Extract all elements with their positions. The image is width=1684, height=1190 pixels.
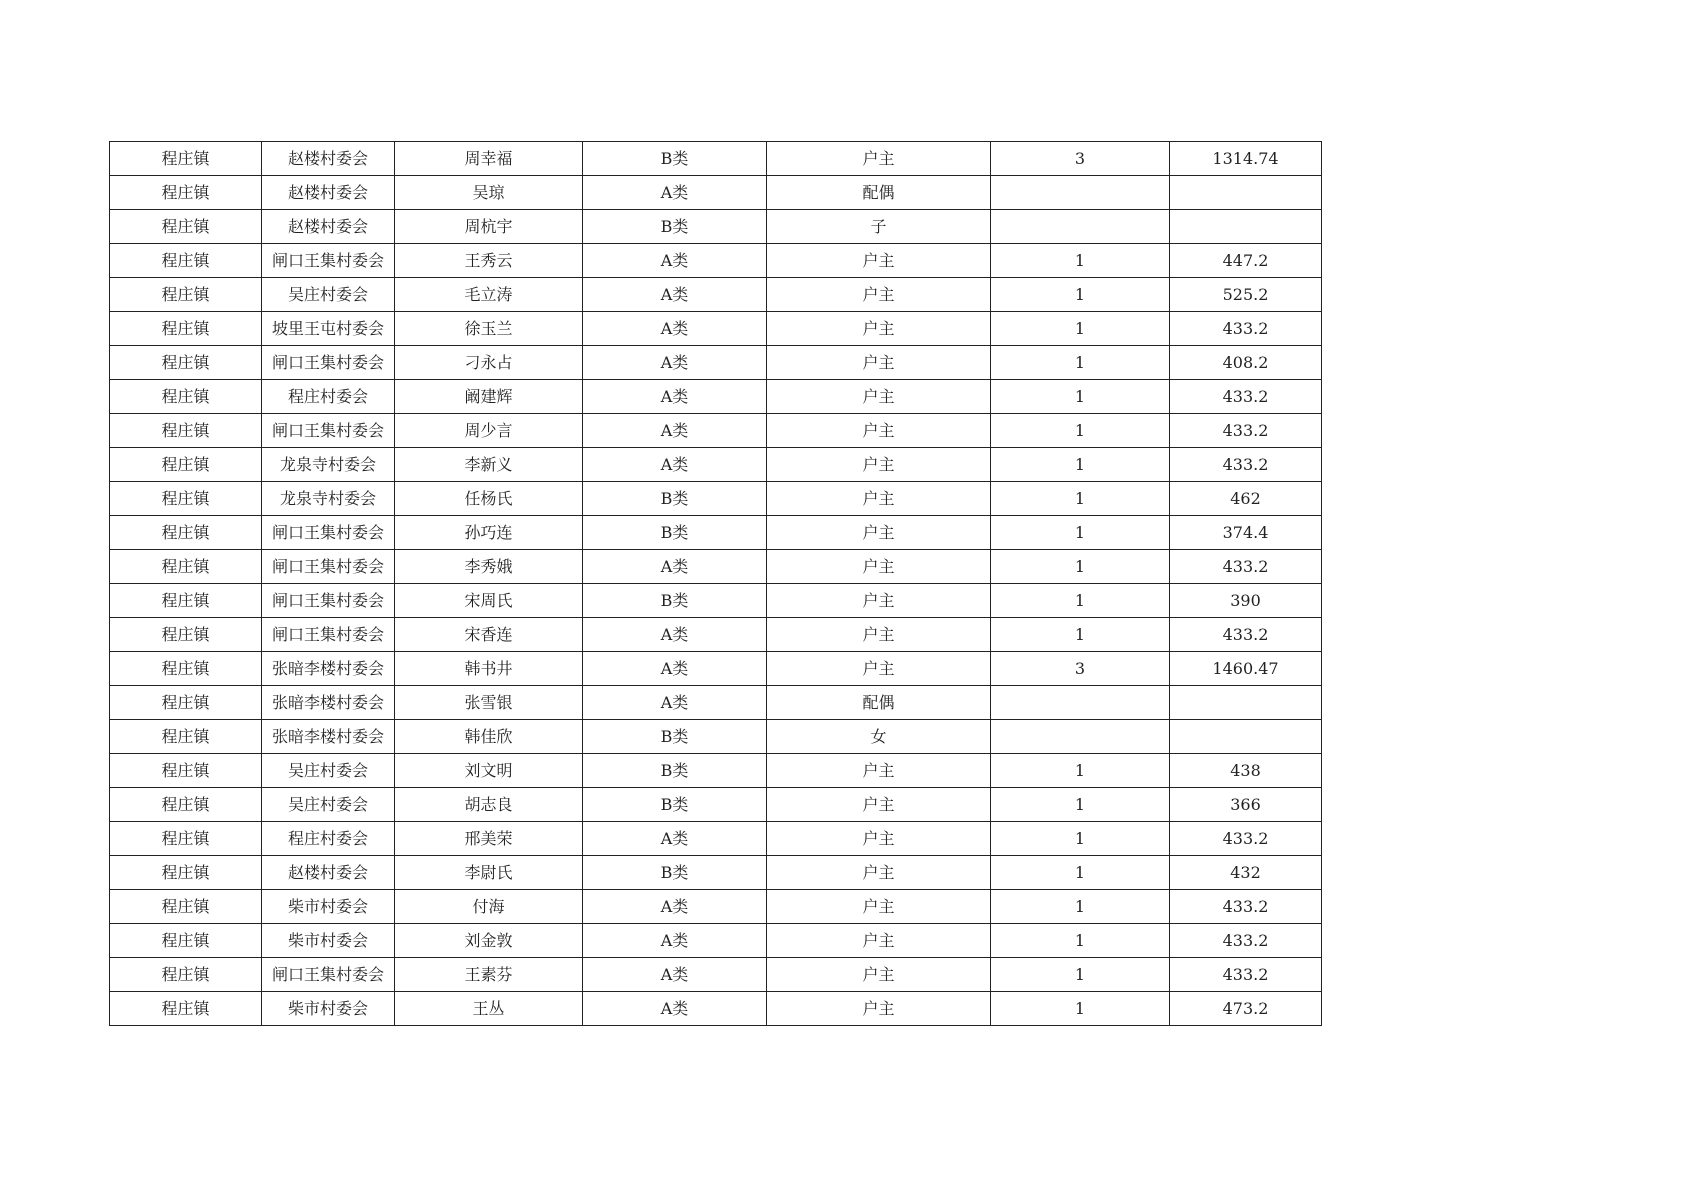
- village-committee-cell: 闸口王集村委会: [262, 618, 395, 652]
- amount-cell: 438: [1170, 754, 1322, 788]
- table-row: [110, 618, 1322, 652]
- town-cell: 程庄镇: [110, 278, 262, 312]
- table-row: [110, 380, 1322, 414]
- name-cell: 毛立涛: [395, 278, 583, 312]
- category-cell: A类: [583, 652, 767, 686]
- name-cell: 付海: [395, 890, 583, 924]
- town-cell: 程庄镇: [110, 686, 262, 720]
- amount-cell: 433.2: [1170, 448, 1322, 482]
- town-cell: 程庄镇: [110, 618, 262, 652]
- name-cell: 胡志良: [395, 788, 583, 822]
- category-cell: B类: [583, 754, 767, 788]
- name-cell: 李尉氏: [395, 856, 583, 890]
- amount-cell: 433.2: [1170, 958, 1322, 992]
- town-cell: 程庄镇: [110, 890, 262, 924]
- category-cell: B类: [583, 516, 767, 550]
- table-row: [110, 482, 1322, 516]
- table-row: [110, 924, 1322, 958]
- town-cell: 程庄镇: [110, 244, 262, 278]
- relation-cell: 户主: [767, 788, 991, 822]
- village-committee-cell: 坡里王屯村委会: [262, 312, 395, 346]
- name-cell: 王丛: [395, 992, 583, 1026]
- amount-cell: 432: [1170, 856, 1322, 890]
- relation-cell: 户主: [767, 958, 991, 992]
- village-committee-cell: 龙泉寺村委会: [262, 448, 395, 482]
- town-cell: 程庄镇: [110, 312, 262, 346]
- category-cell: B类: [583, 856, 767, 890]
- relation-cell: 户主: [767, 414, 991, 448]
- amount-cell: 433.2: [1170, 312, 1322, 346]
- town-cell: 程庄镇: [110, 176, 262, 210]
- town-cell: 程庄镇: [110, 788, 262, 822]
- town-cell: 程庄镇: [110, 516, 262, 550]
- village-committee-cell: 赵楼村委会: [262, 142, 395, 176]
- table-row: [110, 856, 1322, 890]
- relation-cell: 配偶: [767, 176, 991, 210]
- household-size-cell: [991, 176, 1170, 210]
- category-cell: A类: [583, 414, 767, 448]
- name-cell: 韩佳欣: [395, 720, 583, 754]
- amount-cell: 473.2: [1170, 992, 1322, 1026]
- category-cell: A类: [583, 686, 767, 720]
- household-size-cell: 1: [991, 958, 1170, 992]
- relation-cell: 户主: [767, 346, 991, 380]
- household-size-cell: 1: [991, 346, 1170, 380]
- town-cell: 程庄镇: [110, 414, 262, 448]
- village-committee-cell: 闸口王集村委会: [262, 550, 395, 584]
- table-row: [110, 346, 1322, 380]
- relation-cell: 户主: [767, 584, 991, 618]
- relation-cell: 户主: [767, 482, 991, 516]
- village-committee-cell: 吴庄村委会: [262, 788, 395, 822]
- category-cell: A类: [583, 380, 767, 414]
- category-cell: A类: [583, 176, 767, 210]
- name-cell: 王素芬: [395, 958, 583, 992]
- household-size-cell: [991, 720, 1170, 754]
- town-cell: 程庄镇: [110, 550, 262, 584]
- category-cell: A类: [583, 550, 767, 584]
- village-committee-cell: 张暗李楼村委会: [262, 720, 395, 754]
- village-committee-cell: 张暗李楼村委会: [262, 652, 395, 686]
- amount-cell: 433.2: [1170, 890, 1322, 924]
- town-cell: 程庄镇: [110, 210, 262, 244]
- relation-cell: 户主: [767, 448, 991, 482]
- table-row: [110, 312, 1322, 346]
- village-committee-cell: 闸口王集村委会: [262, 584, 395, 618]
- name-cell: 徐玉兰: [395, 312, 583, 346]
- amount-cell: 1460.47: [1170, 652, 1322, 686]
- relation-cell: 户主: [767, 244, 991, 278]
- relation-cell: 配偶: [767, 686, 991, 720]
- table-row: [110, 686, 1322, 720]
- name-cell: 韩书井: [395, 652, 583, 686]
- town-cell: 程庄镇: [110, 584, 262, 618]
- table-row: [110, 244, 1322, 278]
- town-cell: 程庄镇: [110, 720, 262, 754]
- relation-cell: 户主: [767, 890, 991, 924]
- amount-cell: 447.2: [1170, 244, 1322, 278]
- category-cell: A类: [583, 312, 767, 346]
- village-committee-cell: 张暗李楼村委会: [262, 686, 395, 720]
- relation-cell: 户主: [767, 278, 991, 312]
- town-cell: 程庄镇: [110, 652, 262, 686]
- amount-cell: 408.2: [1170, 346, 1322, 380]
- village-committee-cell: 闸口王集村委会: [262, 516, 395, 550]
- amount-cell: 433.2: [1170, 924, 1322, 958]
- household-size-cell: 1: [991, 890, 1170, 924]
- table-row: [110, 992, 1322, 1026]
- town-cell: 程庄镇: [110, 822, 262, 856]
- household-size-cell: 1: [991, 312, 1170, 346]
- relief-records-table: [109, 141, 1322, 1026]
- table-row: [110, 414, 1322, 448]
- village-committee-cell: 闸口王集村委会: [262, 958, 395, 992]
- category-cell: A类: [583, 448, 767, 482]
- household-size-cell: 1: [991, 992, 1170, 1026]
- village-committee-cell: 闸口王集村委会: [262, 346, 395, 380]
- village-committee-cell: 龙泉寺村委会: [262, 482, 395, 516]
- village-committee-cell: 闸口王集村委会: [262, 244, 395, 278]
- relation-cell: 子: [767, 210, 991, 244]
- village-committee-cell: 赵楼村委会: [262, 176, 395, 210]
- name-cell: 周少言: [395, 414, 583, 448]
- village-committee-cell: 赵楼村委会: [262, 210, 395, 244]
- town-cell: 程庄镇: [110, 958, 262, 992]
- category-cell: A类: [583, 618, 767, 652]
- household-size-cell: 1: [991, 448, 1170, 482]
- record-sheet: [109, 141, 1321, 1026]
- village-committee-cell: 吴庄村委会: [262, 278, 395, 312]
- household-size-cell: 1: [991, 924, 1170, 958]
- town-cell: 程庄镇: [110, 346, 262, 380]
- table-row: [110, 448, 1322, 482]
- category-cell: A类: [583, 992, 767, 1026]
- amount-cell: 374.4: [1170, 516, 1322, 550]
- table-row: [110, 278, 1322, 312]
- village-committee-cell: 程庄村委会: [262, 380, 395, 414]
- table-row: [110, 584, 1322, 618]
- name-cell: 刘文明: [395, 754, 583, 788]
- name-cell: 周杭宇: [395, 210, 583, 244]
- table-row: [110, 720, 1322, 754]
- town-cell: 程庄镇: [110, 924, 262, 958]
- household-size-cell: 1: [991, 754, 1170, 788]
- village-committee-cell: 闸口王集村委会: [262, 414, 395, 448]
- category-cell: B类: [583, 788, 767, 822]
- category-cell: B类: [583, 142, 767, 176]
- village-committee-cell: 赵楼村委会: [262, 856, 395, 890]
- relation-cell: 户主: [767, 550, 991, 584]
- village-committee-cell: 柴市村委会: [262, 924, 395, 958]
- amount-cell: [1170, 210, 1322, 244]
- category-cell: B类: [583, 482, 767, 516]
- amount-cell: 462: [1170, 482, 1322, 516]
- town-cell: 程庄镇: [110, 754, 262, 788]
- household-size-cell: 1: [991, 380, 1170, 414]
- relation-cell: 户主: [767, 380, 991, 414]
- household-size-cell: 3: [991, 142, 1170, 176]
- relation-cell: 户主: [767, 856, 991, 890]
- amount-cell: 366: [1170, 788, 1322, 822]
- category-cell: B类: [583, 584, 767, 618]
- household-size-cell: [991, 210, 1170, 244]
- household-size-cell: 3: [991, 652, 1170, 686]
- amount-cell: [1170, 720, 1322, 754]
- name-cell: 邢美荣: [395, 822, 583, 856]
- name-cell: 吴琼: [395, 176, 583, 210]
- amount-cell: 525.2: [1170, 278, 1322, 312]
- name-cell: 刁永占: [395, 346, 583, 380]
- table-row: [110, 788, 1322, 822]
- table-row: [110, 890, 1322, 924]
- name-cell: 周幸福: [395, 142, 583, 176]
- relation-cell: 户主: [767, 992, 991, 1026]
- village-committee-cell: 柴市村委会: [262, 992, 395, 1026]
- name-cell: 李秀娥: [395, 550, 583, 584]
- relation-cell: 户主: [767, 516, 991, 550]
- name-cell: 阚建辉: [395, 380, 583, 414]
- table-row: [110, 550, 1322, 584]
- town-cell: 程庄镇: [110, 142, 262, 176]
- household-size-cell: 1: [991, 414, 1170, 448]
- relation-cell: 户主: [767, 652, 991, 686]
- category-cell: A类: [583, 244, 767, 278]
- amount-cell: [1170, 686, 1322, 720]
- name-cell: 孙巧连: [395, 516, 583, 550]
- name-cell: 宋香连: [395, 618, 583, 652]
- amount-cell: 1314.74: [1170, 142, 1322, 176]
- amount-cell: [1170, 176, 1322, 210]
- town-cell: 程庄镇: [110, 448, 262, 482]
- name-cell: 张雪银: [395, 686, 583, 720]
- table-row: [110, 142, 1322, 176]
- village-committee-cell: 吴庄村委会: [262, 754, 395, 788]
- relation-cell: 户主: [767, 618, 991, 652]
- amount-cell: 433.2: [1170, 414, 1322, 448]
- household-size-cell: 1: [991, 618, 1170, 652]
- town-cell: 程庄镇: [110, 992, 262, 1026]
- town-cell: 程庄镇: [110, 380, 262, 414]
- household-size-cell: 1: [991, 550, 1170, 584]
- category-cell: A类: [583, 890, 767, 924]
- category-cell: A类: [583, 958, 767, 992]
- relation-cell: 户主: [767, 142, 991, 176]
- household-size-cell: 1: [991, 822, 1170, 856]
- amount-cell: 433.2: [1170, 550, 1322, 584]
- village-committee-cell: 柴市村委会: [262, 890, 395, 924]
- amount-cell: 433.2: [1170, 822, 1322, 856]
- table-body: [110, 142, 1322, 1026]
- category-cell: A类: [583, 346, 767, 380]
- household-size-cell: [991, 686, 1170, 720]
- category-cell: A类: [583, 822, 767, 856]
- category-cell: A类: [583, 924, 767, 958]
- table-row: [110, 822, 1322, 856]
- amount-cell: 433.2: [1170, 618, 1322, 652]
- name-cell: 任杨氏: [395, 482, 583, 516]
- table-row: [110, 210, 1322, 244]
- village-committee-cell: 程庄村委会: [262, 822, 395, 856]
- household-size-cell: 1: [991, 482, 1170, 516]
- category-cell: B类: [583, 210, 767, 244]
- name-cell: 李新义: [395, 448, 583, 482]
- category-cell: B类: [583, 720, 767, 754]
- relation-cell: 女: [767, 720, 991, 754]
- name-cell: 刘金敦: [395, 924, 583, 958]
- table-row: [110, 176, 1322, 210]
- category-cell: A类: [583, 278, 767, 312]
- amount-cell: 390: [1170, 584, 1322, 618]
- household-size-cell: 1: [991, 584, 1170, 618]
- household-size-cell: 1: [991, 788, 1170, 822]
- table-row: [110, 754, 1322, 788]
- household-size-cell: 1: [991, 516, 1170, 550]
- name-cell: 宋周氏: [395, 584, 583, 618]
- relation-cell: 户主: [767, 822, 991, 856]
- relation-cell: 户主: [767, 754, 991, 788]
- town-cell: 程庄镇: [110, 482, 262, 516]
- name-cell: 王秀云: [395, 244, 583, 278]
- household-size-cell: 1: [991, 278, 1170, 312]
- table-row: [110, 958, 1322, 992]
- relation-cell: 户主: [767, 924, 991, 958]
- table-row: [110, 516, 1322, 550]
- town-cell: 程庄镇: [110, 856, 262, 890]
- amount-cell: 433.2: [1170, 380, 1322, 414]
- household-size-cell: 1: [991, 856, 1170, 890]
- table-row: [110, 652, 1322, 686]
- household-size-cell: 1: [991, 244, 1170, 278]
- relation-cell: 户主: [767, 312, 991, 346]
